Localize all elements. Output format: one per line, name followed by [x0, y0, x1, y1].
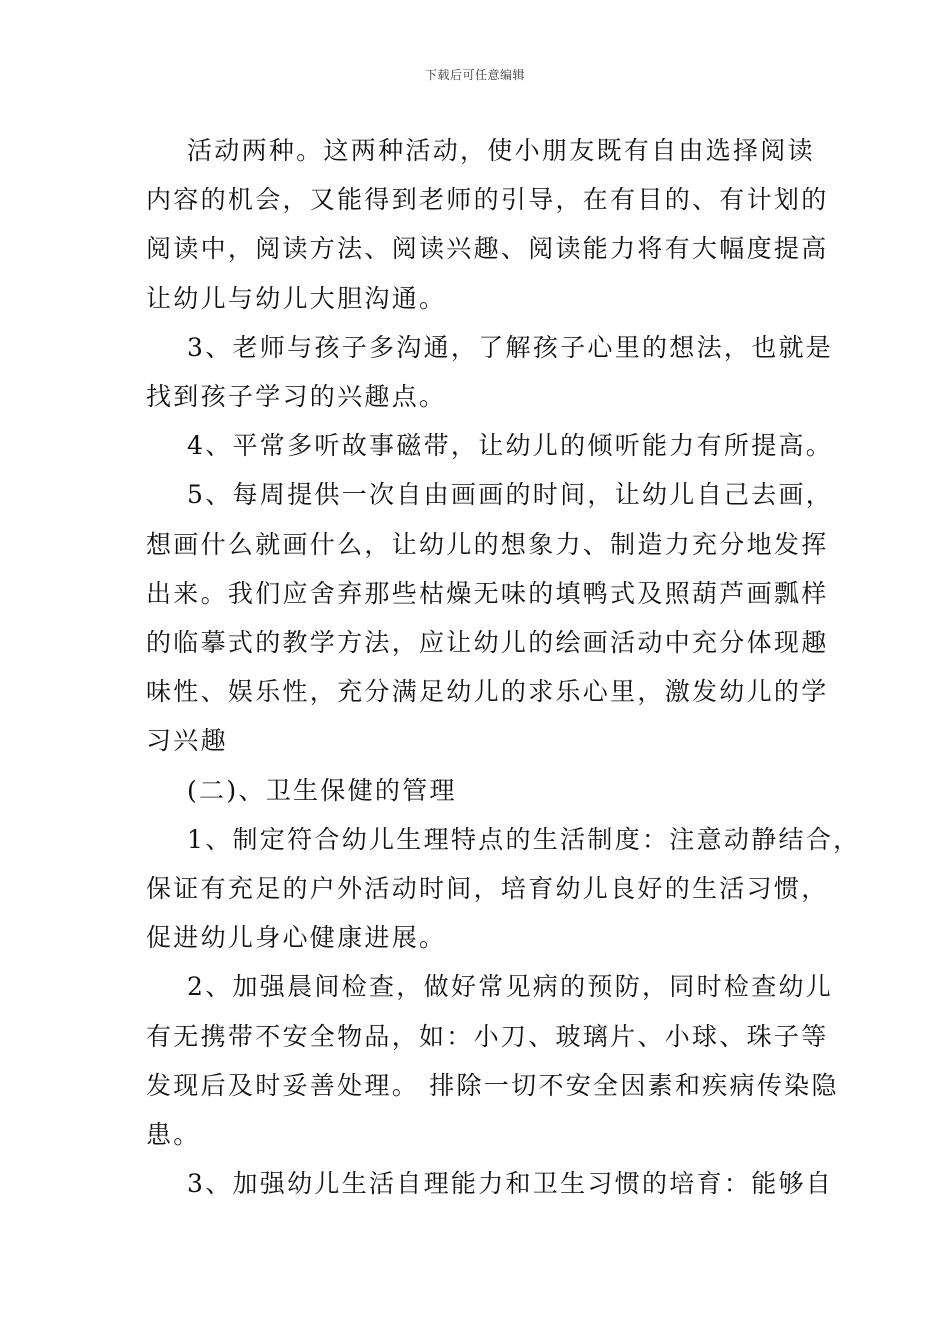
text-line: 习兴趣 — [146, 726, 228, 756]
text-line: 5、每周提供一次自由画画的时间，让幼儿自己去画， — [146, 480, 834, 510]
text-line: 出来。我们应舍弃那些枯燥无味的填鸭式及照葫芦画瓢样 — [146, 578, 829, 608]
text-line: 阅读中，阅读方法、阅读兴趣、阅读能力将有大幅度提高 — [146, 234, 829, 264]
text-line: 发现后及时妥善处理。 排除一切不安全因素和疾病传染隐 — [146, 1070, 839, 1100]
text-line: 保证有充足的户外活动时间，培育幼儿良好的生活习惯， — [146, 874, 829, 904]
section-heading: (二)、卫生保健的管理 — [146, 775, 457, 805]
text-line: 3、加强幼儿生活自理能力和卫生习惯的培育：能够自 — [146, 1169, 834, 1199]
text-line: 促进幼儿身心健康进展。 — [146, 923, 447, 953]
document-body — [146, 126, 861, 1208]
text-line: 4、平常多听故事磁带，让幼儿的倾听能力有所提高。 — [146, 431, 834, 461]
page-header: 下载后可任意编辑 — [424, 68, 525, 82]
text-line: 内容的机会，又能得到老师的引导，在有目的、有计划的 — [146, 185, 829, 215]
text-line: 1、制定符合幼儿生理特点的生活制度：注意动静结合， — [146, 824, 861, 854]
text-line: 活动两种。这两种活动，使小朋友既有自由选择阅读 — [146, 136, 815, 165]
text-line: 想画什么就画什么，让幼儿的想象力、制造力充分地发挥 — [146, 529, 829, 559]
text-line: 让幼儿与幼儿大胆沟通。 — [146, 283, 447, 313]
text-line: 患。 — [146, 1120, 201, 1150]
text-line: 的临摹式的教学方法，应让幼儿的绘画活动中充分体现趣 — [146, 628, 829, 658]
text-line: 2、加强晨间检查，做好常见病的预防，同时检查幼儿 — [146, 972, 834, 1002]
text-line: 3、老师与孩子多沟通，了解孩子心里的想法，也就是 — [146, 332, 834, 362]
text-line: 有无携带不安全物品，如：小刀、玻璃片、小球、珠子等 — [146, 1021, 829, 1051]
text-line: 味性、娱乐性，充分满足幼儿的求乐心里，激发幼儿的学 — [146, 677, 829, 707]
text-line: 找到孩子学习的兴趣点。 — [146, 382, 447, 412]
